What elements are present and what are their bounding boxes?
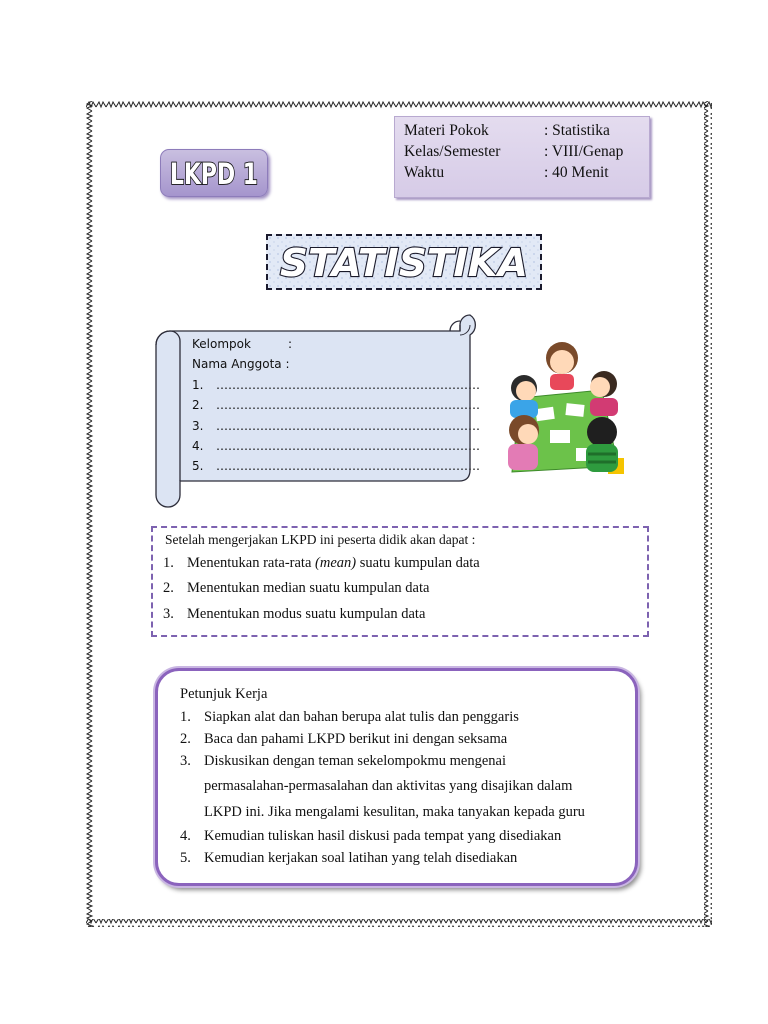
info-label: Waktu xyxy=(404,164,445,181)
learning-objectives xyxy=(151,526,649,637)
instruction-item: 2. Baca dan pahami LKPD berikut ini dengan seksama xyxy=(180,731,508,747)
instruction-continuation: permasalahan-permasalahan dan aktivitas yang disajikan dalam xyxy=(204,778,573,794)
info-label: Kelas/Semester xyxy=(404,143,501,160)
member-line[interactable]: 3. ………………………………………………………… xyxy=(192,419,480,433)
member-line[interactable]: 1. ………………………………………………………… xyxy=(192,378,480,392)
instruction-item: 5. Kemudian kerjakan soal latihan yang telah disediakan xyxy=(180,850,518,866)
info-value: : VIII/Genap xyxy=(544,143,624,160)
instruction-item: 1. Siapkan alat dan bahan berupa alat tulis dan penggaris xyxy=(180,709,519,725)
objective-item: 1. Menentukan rata-rata (mean) suatu kumpulan data xyxy=(163,555,480,571)
members-label: Nama Anggota : xyxy=(192,357,290,371)
instruction-continuation: LKPD ini. Jika mengalami kesulitan, maka tanyakan kepada guru xyxy=(204,804,585,820)
member-line[interactable]: 5. ………………………………………………………… xyxy=(192,459,480,473)
title-banner xyxy=(266,234,542,290)
instruction-item: 4. Kemudian tuliskan hasil diskusi pada tempat yang disediakan xyxy=(180,828,562,844)
instructions-title: Petunjuk Kerja xyxy=(180,686,268,702)
lkpd-badge xyxy=(160,149,268,197)
instruction-item: 3. Diskusikan dengan teman sekelompokmu mengenai xyxy=(180,753,507,769)
group-field xyxy=(192,337,293,351)
objective-item: 2. Menentukan median suatu kumpulan data xyxy=(163,580,430,596)
group-label: Kelompok xyxy=(192,337,251,351)
students-discussion-illustration xyxy=(490,338,638,482)
member-line[interactable]: 4. ………………………………………………………… xyxy=(192,439,480,453)
objective-item: 3. Menentukan modus suatu kumpulan data xyxy=(163,606,426,622)
info-label: Materi Pokok xyxy=(404,122,489,139)
lesson-info-box xyxy=(394,116,650,198)
info-value: : 40 Menit xyxy=(544,164,609,181)
work-instructions-box xyxy=(155,668,638,886)
lkpd-badge-label: LKPD 1 xyxy=(170,157,258,191)
objectives-intro: Setelah mengerjakan LKPD ini peserta didik akan dapat : xyxy=(165,532,476,547)
group-colon: : xyxy=(288,337,293,351)
page-title: STATISTIKA xyxy=(280,241,528,285)
info-value: : Statistika xyxy=(544,122,610,139)
member-line[interactable]: 2. ………………………………………………………… xyxy=(192,398,480,412)
